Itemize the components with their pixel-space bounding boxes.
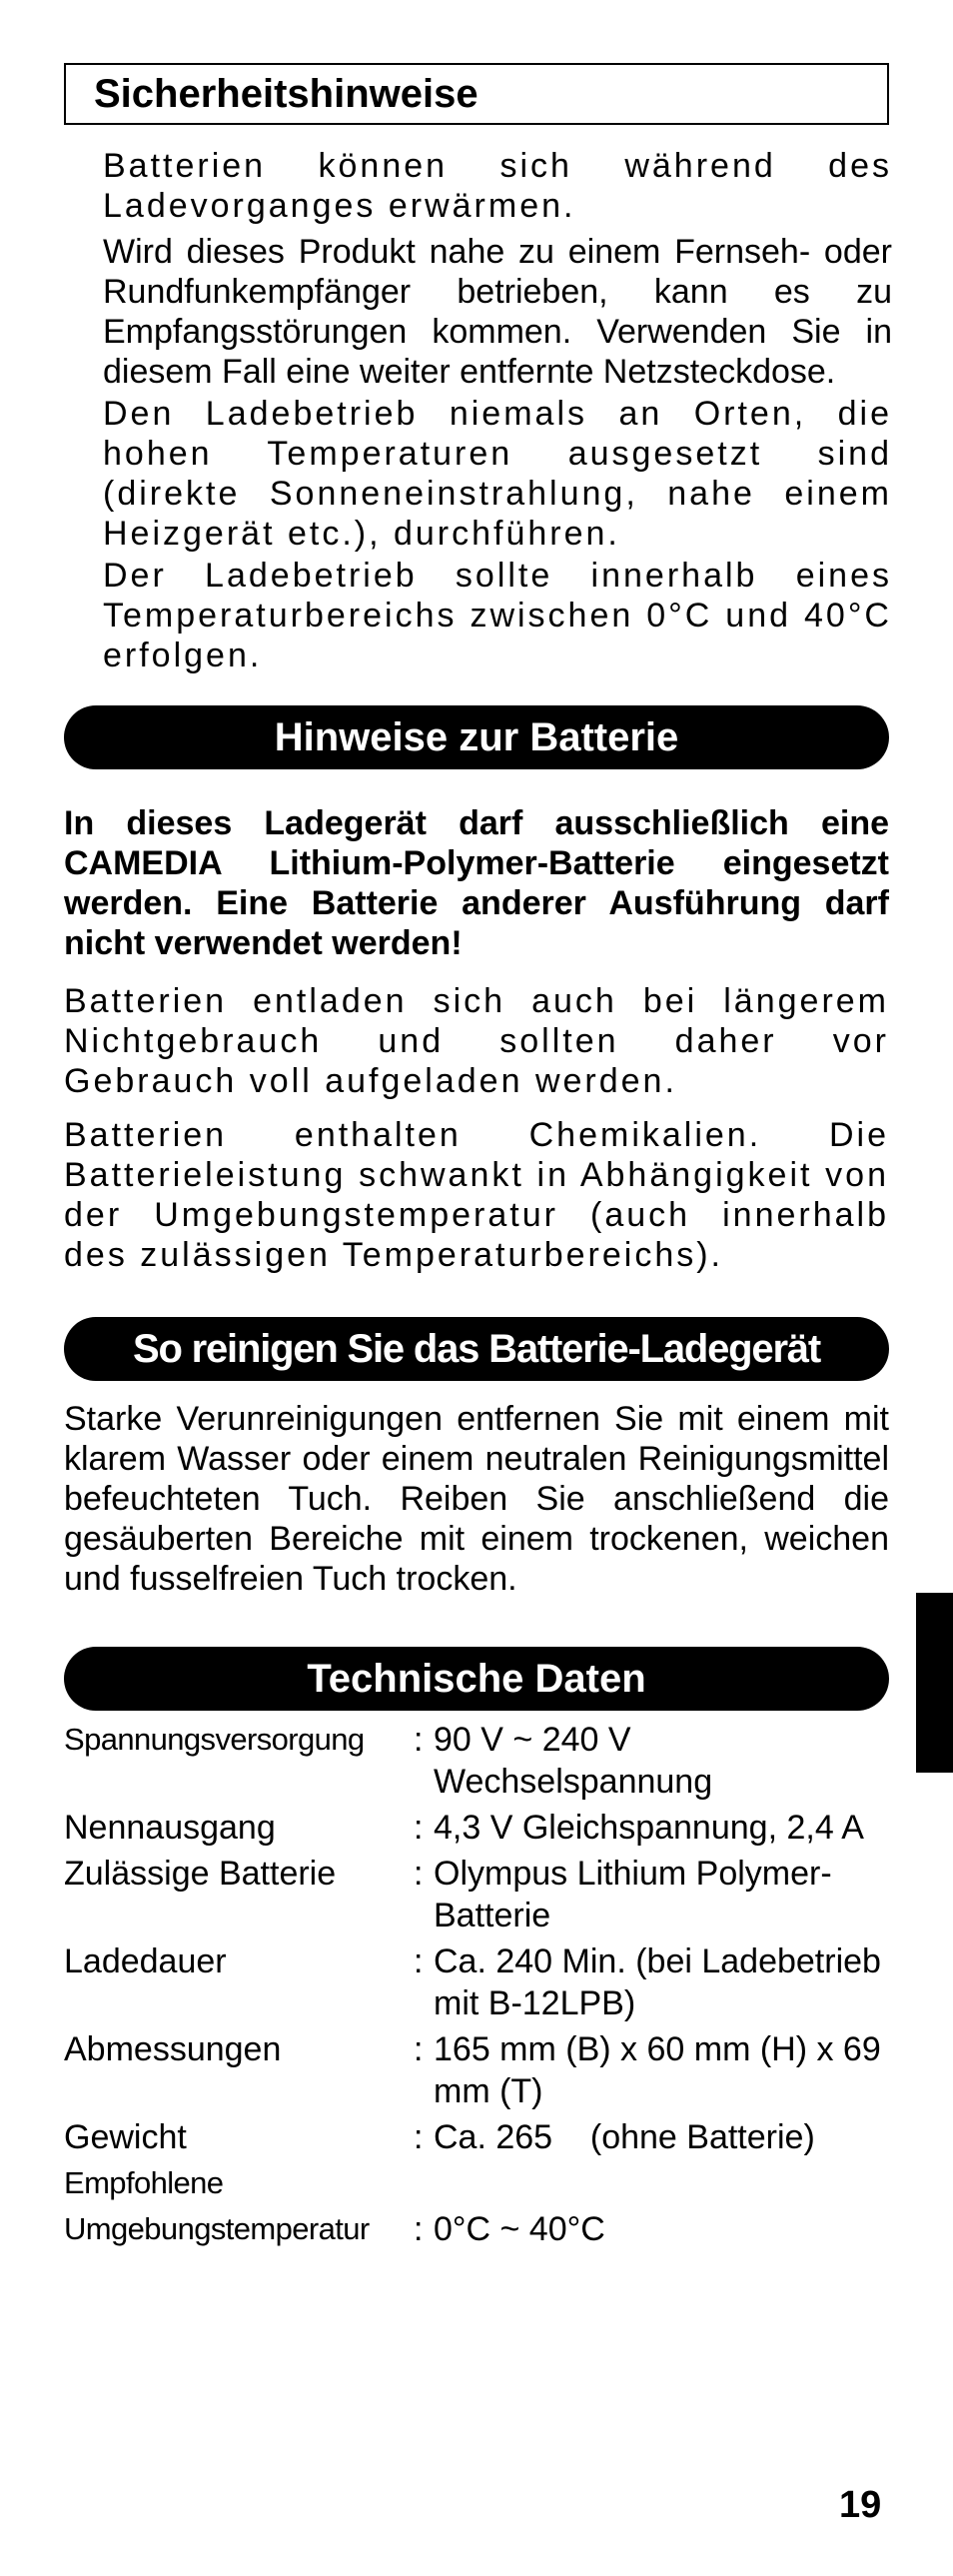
- safety-paragraph-4: Der Ladebetrieb sollte innerhalb eines Temperaturbereichs zwischen 0°C und 40°C erfolgen.: [103, 557, 892, 674]
- section-title-specs: Technische Daten: [64, 1647, 889, 1711]
- spec-colon: :: [414, 1855, 424, 1893]
- spec-row: [64, 2162, 903, 2204]
- section-title-safety: Sicherheitshinweise: [64, 63, 889, 125]
- spec-value: 90 V ~ 240 V Wechselspannung: [434, 1721, 713, 1801]
- section-title-battery: Hinweise zur Batterie: [64, 705, 889, 769]
- specs-table: [64, 1719, 903, 2254]
- spec-row: [64, 2208, 903, 2250]
- spec-row: [64, 1853, 903, 1936]
- battery-warning: In dieses Ladegerät darf ausschließlich eine CAMEDIA Lithium-Polymer-Batterie eingesetzt werden. Eine Batterie anderer Ausführung darf nicht verwendet werden!: [64, 804, 889, 962]
- spec-value: 4,3 V Gleichspannung, 2,4 A: [434, 1809, 864, 1847]
- spec-value: 0°C ~ 40°C: [434, 2210, 605, 2248]
- spec-row: [64, 1940, 903, 2024]
- spec-value: Ca. 265 (ohne Batterie): [434, 2118, 815, 2156]
- chapter-edge-tab: [916, 1593, 953, 1773]
- spec-value: Olympus Lithium Polymer-Batterie: [434, 1855, 832, 1934]
- spec-colon: [414, 2162, 430, 2204]
- spec-row: [64, 2028, 903, 2112]
- spec-label: Umgebungstemperatur: [64, 2211, 370, 2246]
- spec-label: Ladedauer: [64, 1942, 227, 1980]
- spec-value: Ca. 240 Min. (bei Ladebetrieb mit B-12LPB): [434, 1942, 881, 2022]
- spec-row: [64, 1719, 903, 1803]
- spec-colon: :: [414, 1809, 424, 1847]
- spec-label: Empfohlene: [64, 2165, 224, 2200]
- spec-label: Abmessungen: [64, 2030, 282, 2068]
- battery-paragraph-2: Batterien enthalten Chemikalien. Die Batterieleistung schwankt in Abhängigkeit von der Umgebungstemperatur (auch innerhalb des zulässigen Temperaturbereichs).: [64, 1116, 889, 1274]
- spec-row: [64, 2116, 903, 2158]
- spec-colon: :: [414, 2210, 424, 2248]
- safety-paragraph-1: Batterien können sich während des Ladevorganges erwärmen.: [103, 147, 892, 225]
- cleaning-paragraph: Starke Verunreinigungen entfernen Sie mit einem mit klarem Wasser oder einem neutralen Reinigungsmittel befeuchteten Tuch. Reiben Sie anschließend die gesäuberten Bereiche mit einem trockenen, weichen und fusselfreien Tuch trocken.: [64, 1400, 889, 1598]
- spec-value: [430, 2162, 903, 2204]
- spec-label: Zulässige Batterie: [64, 1855, 337, 1893]
- spec-label: Nennausgang: [64, 1809, 276, 1847]
- spec-row: [64, 1807, 903, 1849]
- safety-paragraph-2: Wird dieses Produkt nahe zu einem Fernseh- oder Rundfunkempfänger betrieben, kann es zu Empfangsstörungen kommen. Verwenden Sie in diesem Fall eine weiter entfernte Netzsteckdose.: [103, 233, 892, 391]
- spec-value: 165 mm (B) x 60 mm (H) x 69 mm (T): [434, 2030, 881, 2110]
- safety-paragraph-3: Den Ladebetrieb niemals an Orten, die hohen Temperaturen ausgesetzt sind (direkte Sonneneinstrahlung, nahe einem Heizgerät etc.), durchführen.: [103, 395, 892, 553]
- page-number: 19: [839, 2484, 882, 2526]
- spec-label: Gewicht: [64, 2118, 187, 2156]
- spec-colon: :: [414, 1942, 424, 1980]
- spec-label: Spannungsversorgung: [64, 1722, 365, 1757]
- section-title-cleaning: So reinigen Sie das Batterie-Ladegerät: [64, 1317, 889, 1381]
- battery-paragraph-1: Batterien entladen sich auch bei längerem Nichtgebrauch und sollten daher vor Gebrauch voll aufgeladen werden.: [64, 982, 889, 1100]
- spec-colon: :: [414, 2030, 424, 2068]
- spec-colon: :: [414, 2118, 424, 2156]
- spec-colon: :: [414, 1721, 424, 1759]
